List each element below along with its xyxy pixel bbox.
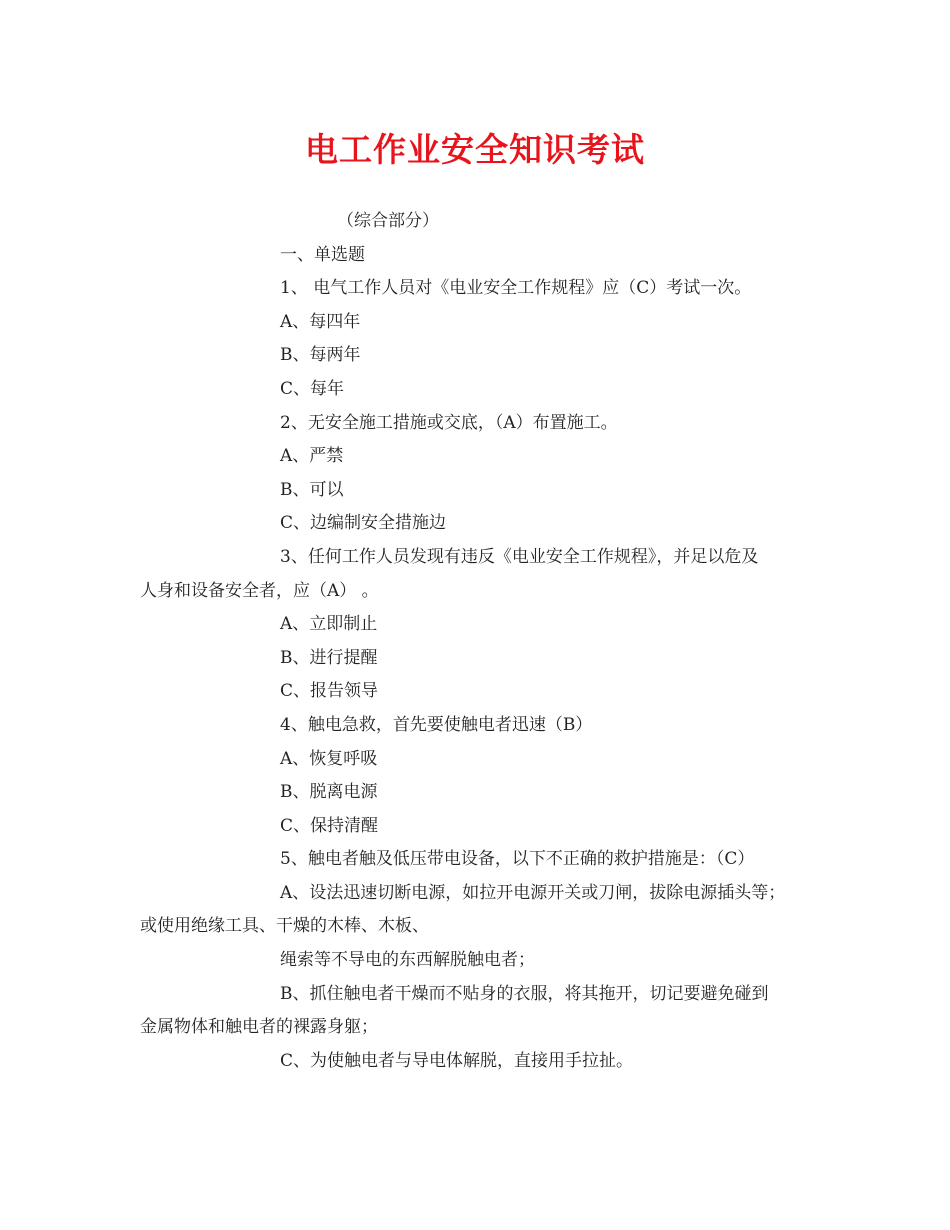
text-line: C、报告领导 (280, 681, 379, 702)
text-line: A、恢复呼吸 (280, 748, 378, 769)
text-line: 4、触电急救，首先要使触电者迅速（B） (280, 714, 593, 735)
text-line: A、严禁 (280, 446, 344, 467)
text-line: C、边编制安全措施边 (280, 513, 447, 534)
text-line: A、设法迅速切断电源，如拉开电源开关或刀闸，拔除电源插头等； (280, 882, 786, 903)
text-line: B、可以 (280, 479, 344, 500)
section-heading: 一、单选题 (280, 244, 365, 265)
text-line: B、进行提醒 (280, 647, 378, 668)
text-line: 2、无安全施工措施或交底，（A）布置施工。 (280, 412, 618, 433)
text-line: 3、任何工作人员发现有违反《电业安全工作规程》，并足以危及 (280, 546, 759, 567)
document-body (140, 205, 840, 1078)
text-line: C、每年 (280, 378, 345, 399)
document-subtitle: （综合部分） (337, 211, 439, 231)
text-line: A、每四年 (280, 311, 361, 332)
text-line: 或使用绝缘工具、干燥的木棒、木板、 (140, 916, 429, 937)
question-list (140, 272, 840, 1078)
text-line: C、为使触电者与导电体解脱，直接用手拉扯。 (280, 1050, 634, 1071)
text-line: 5、触电者触及低压带电设备，以下不正确的救护措施是：（C） (280, 849, 755, 870)
text-line: 1、 电气工作人员对《电业安全工作规程》应（C）考试一次。 (280, 278, 752, 299)
text-line: 金属物体和触电者的裸露身躯； (140, 1017, 378, 1038)
text-line: B、脱离电源 (280, 782, 378, 803)
document-title: 电工作业安全知识考试 (305, 130, 645, 169)
text-line: 人身和设备安全者，应（A） 。 (140, 580, 379, 601)
text-line: C、保持清醒 (280, 815, 379, 836)
text-line: B、抓住触电者干燥而不贴身的衣服，将其拖开，切记要避免碰到 (280, 983, 769, 1004)
text-line: B、每两年 (280, 345, 361, 366)
text-line: A、立即制止 (280, 614, 378, 635)
text-line: 绳索等不导电的东西解脱触电者； (280, 950, 535, 971)
